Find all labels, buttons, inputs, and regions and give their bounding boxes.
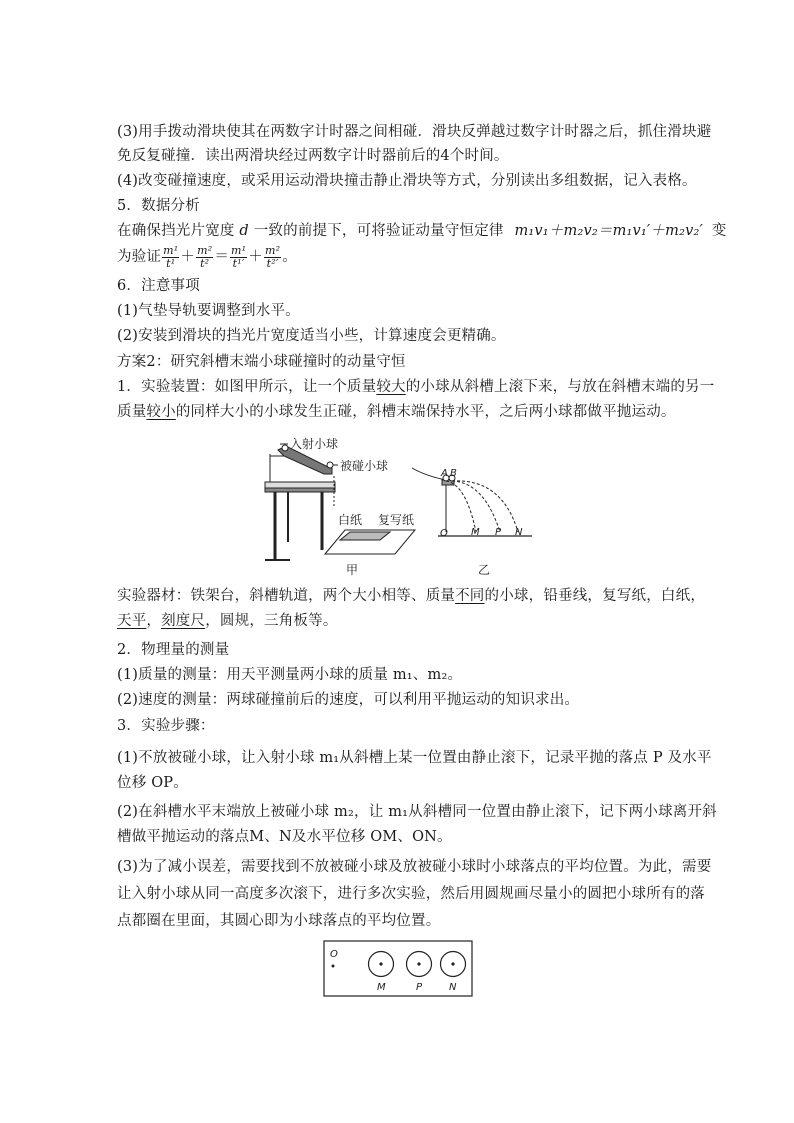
text: 为验证 [117,249,162,265]
denominator: t² [200,256,210,270]
figure-b-trajectory [412,468,532,536]
equipment-line2 [117,611,338,631]
step3-line1: (3)用手拨动滑块使其在两数字计时器之间相碰．滑块反弹越过数字计时器之后，抓住滑块避 [117,124,712,140]
numerator: m¹ [231,243,247,257]
text: ， [146,613,162,629]
text: 变 [711,223,727,239]
numerator: m¹ [163,243,179,257]
text: 的小球，铅垂线，复写纸，白纸， [484,588,706,604]
denominator: t¹ [166,256,176,270]
fraction-4 [264,245,281,270]
point-P: P [495,527,502,538]
measure-item2: (2)速度的测量：两球碰撞前后的速度，可以利用平抛运动的知识求出。 [117,692,580,708]
trajectory-N [452,481,518,532]
trajectory-M [446,481,476,532]
step2-line2: 槽做平抛运动的落点M、N及水平位移 OM、ON。 [117,829,452,845]
fraction-2 [196,245,213,270]
section5-heading: 5．数据分析 [117,198,200,214]
section5-line1 [117,221,727,241]
label-white-paper: 白纸 [338,513,363,527]
table-edge [265,488,335,492]
apparatus-figure [250,432,550,580]
point-O: O [440,528,448,539]
text: 在确保挡光片宽度 [117,223,235,239]
text: 的同样大小的小球发生正碰，斜槽末端保持水平，之后两小球都做平抛运动。 [175,404,676,420]
fraction-3 [230,245,247,270]
step4: (4)改变碰撞速度，或采用运动滑块撞击静止滑块等方式，分别读出多组数据，记入表格。 [117,173,697,189]
equipment-line1 [117,586,705,606]
step3-line1: (3)为了减小误差，需要找到不放被碰小球及放被碰小球时小球落点的平均位置。为此，需要 [117,859,712,875]
step1-line2: 位移 OP。 [117,775,188,791]
text: ，圆规，三角板等。 [205,613,338,629]
steps-heading: 3．实验步骤： [117,718,215,734]
point-N: N [515,527,523,538]
measure-heading: 2．物理量的测量 [117,642,230,658]
equals-sign: ＝ [214,249,230,265]
table-top [265,482,335,488]
plan2-title: 方案2：研究斜槽末端小球碰撞时的动量守恒 [117,354,406,370]
point-B: B [450,468,457,479]
denominator: t²′ [266,256,279,270]
underlined-text: 较小 [146,404,176,420]
center-M [379,962,382,965]
numerator: m² [197,243,213,257]
center-P [417,962,420,965]
incident-ball [282,445,288,451]
measure-item1: (1)质量的测量：用天平测量两小球的质量 m₁、m₂。 [117,667,463,683]
point-M: M [471,527,480,538]
step3-line3: 点都圈在里面，其圆心即为小球落点的平均位置。 [117,913,441,929]
point-A: A [441,468,448,479]
center-N [451,962,454,965]
numerator: m² [264,243,281,257]
step1-line1: (1)不放被碰小球，让入射小球 m₁从斜槽上某一位置由静止滚下，记录平抛的落点 P 及水平 [117,750,712,766]
plus-sign: ＋ [180,249,196,265]
section6-item1: (1)气垫导轨要调整到水平。 [117,303,300,319]
text: 实验器材：铁架台，斜槽轨道，两个大小相等、质量 [117,588,456,604]
underlined-text: 不同 [455,588,485,604]
text: 1．实验装置：如图甲所示，让一个质量 [117,379,377,395]
text: 质量 [117,404,147,420]
underlined-text: 天平 [117,613,147,629]
caption-yi: 乙 [478,563,491,577]
label-target-ball: 被碰小球 [340,459,389,473]
step2-line1: (2)在斜槽水平末端放上被碰小球 m₂，让 m₁从斜槽同一位置由静止滚下，记下两小球离开斜 [117,804,717,820]
point-O-dot [332,965,335,968]
text: 的小球从斜槽上滚下来，与放在斜槽末端的另一 [405,379,715,395]
section5-line2 [117,242,297,272]
plan2-line1 [117,377,714,397]
label-O: O [330,949,338,960]
denominator: t¹′ [232,256,245,270]
text: 一致的前提下，可将验证动量守恒定律 [253,223,504,239]
plan2-line2 [117,402,676,422]
label-N: N [449,982,457,993]
text: 。 [282,249,297,265]
plus-sign: ＋ [248,249,263,265]
underlined-text: 刻度尺 [161,613,206,629]
momentum-equation: m₁v₁＋m₂v₂＝m₁v₁′＋m₂v₂′ [514,223,703,239]
label-carbon-paper: 复写纸 [378,513,415,527]
label-M: M [377,982,386,993]
variable-d: d [239,223,249,239]
section6-item2: (2)安装到滑块的挡光片宽度适当小些，计算速度会更精确。 [117,328,506,344]
section6-heading: 6．注意事项 [117,278,200,294]
target-ball [327,462,333,468]
step3-line2: 让入射小球从同一高度多次滚下，进行多次实验，然后用圆规画尽量小的圆把小球所有的落 [117,886,705,902]
landing-points-figure [323,940,473,998]
label-incident-ball: 入射小球 [290,437,339,451]
fraction-1 [162,245,179,270]
caption-jia: 甲 [346,563,359,577]
step3-line2: 免反复碰撞．读出两滑块经过两数字计时器前后的4个时间。 [117,148,509,164]
underlined-text: 较大 [376,379,406,395]
label-P: P [416,982,423,993]
